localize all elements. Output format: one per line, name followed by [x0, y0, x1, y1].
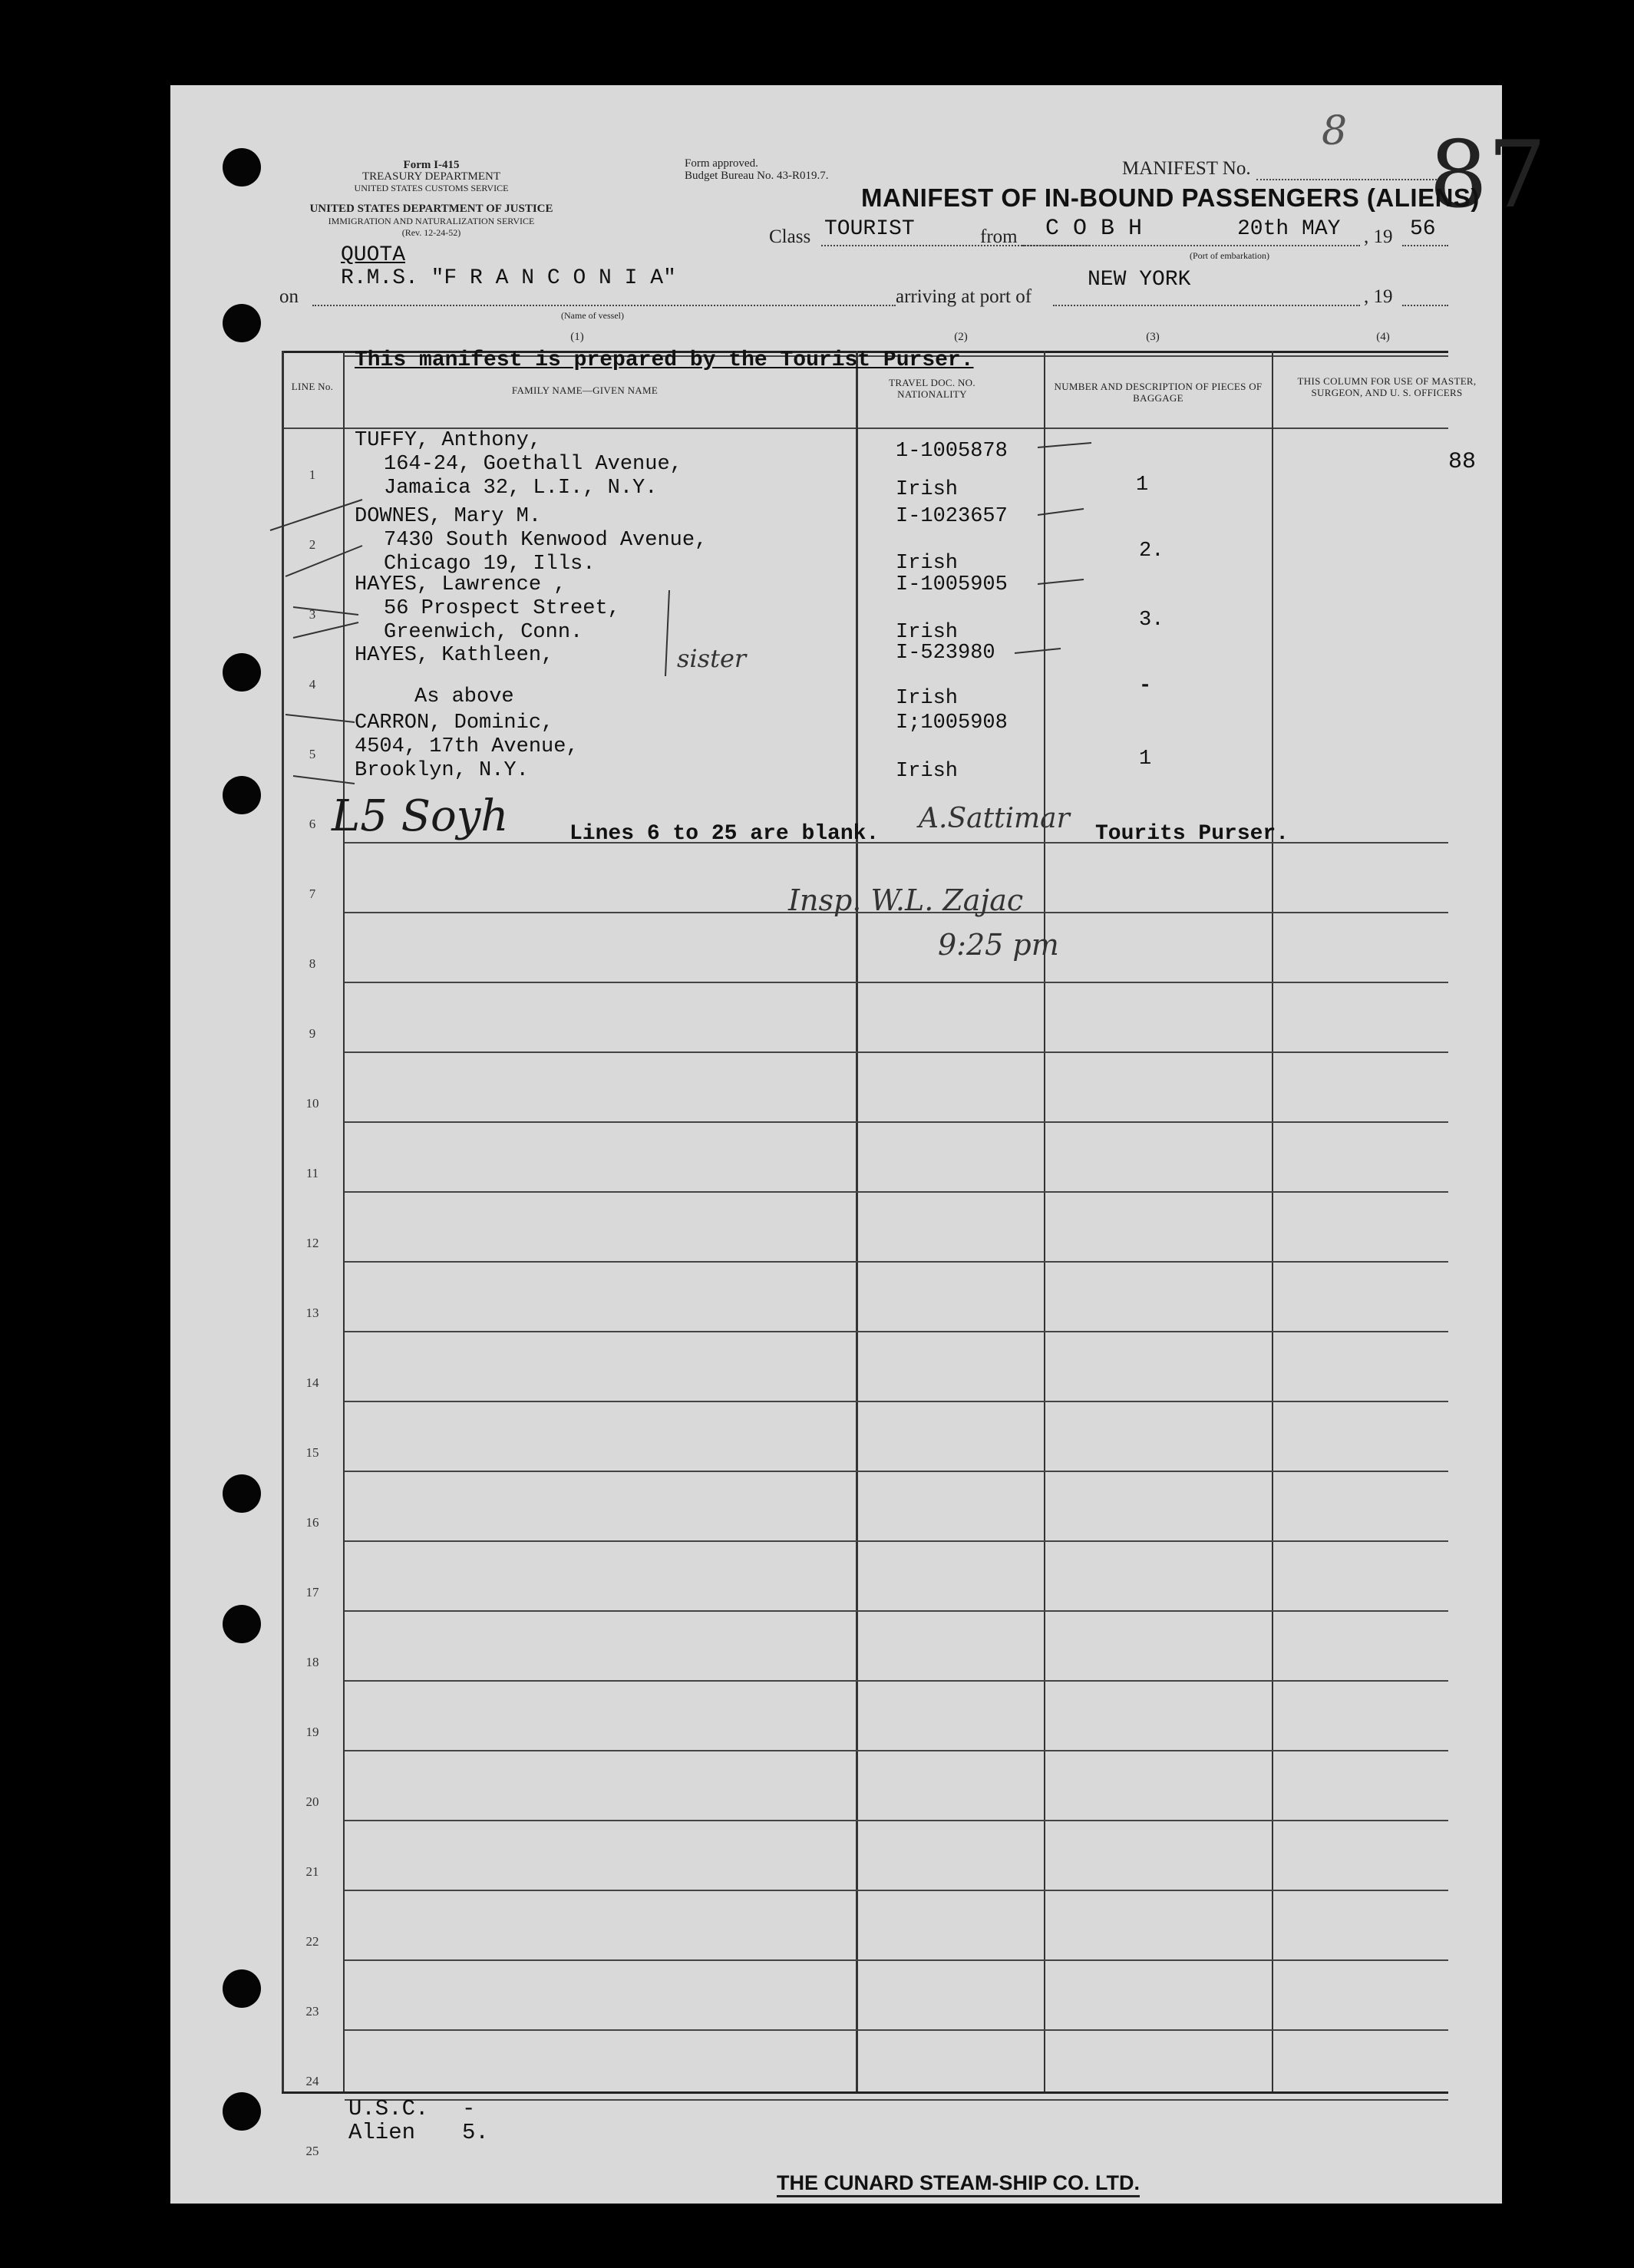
budget-bureau: Budget Bureau No. 43-R019.7. — [685, 170, 829, 182]
row-rule — [345, 1261, 1448, 1263]
passenger-address-line: 7430 South Kenwood Avenue, — [384, 529, 708, 552]
year-value: 56 — [1410, 217, 1436, 241]
form-number: Form I-415 — [403, 159, 460, 171]
column-number-3: (3) — [1146, 331, 1160, 343]
punch-hole — [223, 148, 261, 187]
line-number: 16 — [305, 1515, 319, 1530]
passenger-address-line: 4504, 17th Avenue, — [355, 735, 579, 758]
manifest-page — [170, 85, 1547, 2204]
vessel-name: R.M.S. "F R A N C O N I A" — [341, 266, 676, 290]
punch-hole — [223, 2092, 261, 2131]
tourist-purser-label: Tourits Purser. — [1095, 822, 1289, 846]
line-number: 14 — [305, 1375, 319, 1390]
passenger-address-line: Greenwich, Conn. — [384, 621, 583, 644]
line-number: 15 — [305, 1445, 319, 1460]
punch-hole — [223, 1474, 261, 1513]
passenger-address-line: 164-24, Goethall Avenue, — [384, 453, 682, 476]
travel-doc-number: I-1005905 — [896, 573, 1008, 596]
column-number-1: (1) — [570, 331, 584, 343]
class-value: TOURIST — [824, 217, 915, 241]
quota: QUOTA — [341, 243, 406, 267]
punch-hole — [223, 1605, 261, 1643]
column-number-4: (4) — [1376, 331, 1390, 343]
baggage-count: 3. — [1139, 609, 1164, 632]
on-label: on — [279, 286, 299, 307]
line-number: 2 — [309, 537, 316, 552]
line-number: 6 — [309, 817, 316, 831]
passenger-address-line: Chicago 19, Ills. — [384, 553, 596, 576]
immigration-service: IMMIGRATION AND NATURALIZATION SERVICE — [328, 216, 535, 226]
from-label: from — [980, 226, 1018, 247]
baggage-count: 1 — [1139, 748, 1152, 771]
inspector-signature: Insp. W.L. Zajac — [788, 883, 1024, 917]
header-family-name: FAMILY NAME—GIVEN NAME — [511, 385, 659, 396]
row-rule — [345, 1331, 1448, 1332]
row-rule — [345, 1401, 1448, 1402]
row-rule — [345, 1750, 1448, 1751]
row-rule — [345, 1191, 1448, 1193]
arriving-port: NEW YORK — [1088, 268, 1191, 292]
page-number-handwritten: 87 — [1429, 122, 1547, 229]
passenger-name: TUFFY, Anthony, — [355, 429, 542, 452]
inspector-time: 9:25 pm — [938, 928, 1059, 962]
passenger-name: HAYES, Lawrence , — [355, 573, 566, 596]
line-number: 9 — [309, 1026, 316, 1041]
from-value: C O B H — [1045, 216, 1143, 242]
year-prefix: , 19 — [1364, 226, 1393, 247]
line-number: 3 — [309, 607, 316, 622]
alien-value: 5. — [462, 2120, 489, 2145]
line-number: 19 — [305, 1725, 319, 1739]
passenger-address-line: Brooklyn, N.Y. — [355, 759, 529, 782]
purser-banner: This manifest is prepared by the Tourist Purser. — [355, 348, 974, 372]
line-number: 13 — [305, 1306, 319, 1320]
officer-mark: 88 — [1448, 449, 1477, 475]
header-baggage: NUMBER AND DESCRIPTION OF PIECES OF BAGGAGE — [1054, 381, 1263, 404]
customs-service: UNITED STATES CUSTOMS SERVICE — [354, 183, 509, 193]
row-rule — [345, 1121, 1448, 1123]
nationality: Irish — [896, 760, 959, 783]
line-number: 7 — [309, 886, 316, 901]
nationality: Irish — [896, 687, 959, 710]
year2-prefix: , 19 — [1364, 286, 1393, 307]
line-number: 1 — [309, 467, 316, 482]
row-rule — [345, 1051, 1448, 1053]
line-number: 8 — [309, 956, 316, 971]
row-rule — [345, 1680, 1448, 1682]
header-line-no: LINE No. — [291, 381, 334, 392]
punch-hole — [223, 653, 261, 692]
manifest-title: MANIFEST OF IN-BOUND PASSENGERS (ALIENS) — [861, 183, 1480, 212]
baggage-count: 1 — [1136, 474, 1149, 497]
line-number: 5 — [309, 747, 316, 761]
line-number: 12 — [305, 1236, 319, 1250]
column-number-2: (2) — [954, 331, 968, 343]
punch-hole — [223, 304, 261, 342]
manifest-number-handwritten: 8 — [1322, 108, 1348, 154]
row-rule — [345, 1820, 1448, 1821]
line-number: 20 — [305, 1794, 319, 1809]
travel-doc-number: I-523980 — [896, 642, 995, 665]
line-number: 21 — [305, 1864, 319, 1879]
punch-hole — [223, 1969, 261, 2008]
nationality: Irish — [896, 552, 959, 575]
port-embarkation-label: (Port of embarkation) — [1190, 250, 1269, 261]
manifest-no-label: MANIFEST No. — [1122, 158, 1251, 179]
row-rule — [345, 1959, 1448, 1961]
handwritten-ls-note: L5 Soyh — [332, 791, 509, 841]
blank-lines-note: Lines 6 to 25 are blank. — [569, 822, 880, 846]
date-value: 20th MAY — [1237, 217, 1341, 241]
line-number: 25 — [305, 2144, 319, 2158]
passenger-address-line: Jamaica 32, L.I., N.Y. — [384, 477, 658, 500]
form-approved: Form approved. — [685, 157, 758, 170]
baggage-count: - — [1139, 675, 1152, 698]
passenger-address-line: As above — [414, 685, 514, 708]
row-rule — [345, 2029, 1448, 2031]
line-number: 4 — [309, 677, 316, 692]
alien-label: Alien — [348, 2120, 416, 2145]
vessel-label: (Name of vessel) — [561, 310, 624, 321]
passenger-address-line: 56 Prospect Street, — [384, 597, 620, 620]
line-number: 24 — [305, 2074, 319, 2088]
footer-company: THE CUNARD STEAM-SHIP CO. LTD. — [777, 2171, 1140, 2197]
row-rule — [345, 2099, 1448, 2101]
row-rule — [345, 1610, 1448, 1612]
line-number: 17 — [305, 1585, 319, 1599]
passenger-name: DOWNES, Mary M. — [355, 505, 542, 528]
travel-doc-number: I;1005908 — [896, 711, 1008, 735]
nationality: Irish — [896, 621, 959, 644]
usc-value: - — [462, 2096, 476, 2121]
passenger-name: CARRON, Dominic, — [355, 711, 554, 735]
row-rule — [345, 982, 1448, 983]
travel-doc-number: 1-1005878 — [896, 440, 1008, 463]
baggage-count: 2. — [1139, 540, 1164, 563]
treasury-department: TREASURY DEPARTMENT — [361, 170, 501, 183]
line-number: 18 — [305, 1655, 319, 1669]
revision: (Rev. 12-24-52) — [401, 227, 461, 238]
line-number: 10 — [305, 1096, 319, 1111]
line-number: 23 — [305, 2004, 319, 2019]
row-rule — [345, 1540, 1448, 1542]
punch-hole — [223, 776, 261, 814]
travel-doc-number: I-1023657 — [896, 505, 1008, 528]
passenger-name: HAYES, Kathleen, — [355, 644, 554, 667]
class-label: Class — [769, 226, 811, 247]
row-rule — [345, 1890, 1448, 1891]
row-rule — [345, 1471, 1448, 1472]
header-officers: THIS COLUMN FOR USE OF MASTER, SURGEON, AND U. S. OFFICERS — [1297, 375, 1477, 398]
nationality: Irish — [896, 478, 959, 501]
header-travel-doc: TRAVEL DOC. NO. NATIONALITY — [889, 377, 975, 400]
usc-label: U.S.C. — [348, 2096, 429, 2121]
line-number: 22 — [305, 1934, 319, 1949]
department-of-justice: UNITED STATES DEPARTMENT OF JUSTICE — [309, 203, 553, 215]
arriving-label: arriving at port of — [896, 286, 1032, 307]
purser-signature: A.Sattimar — [919, 803, 1070, 834]
line-number: 11 — [305, 1166, 319, 1180]
sister-note: sister — [677, 644, 747, 673]
